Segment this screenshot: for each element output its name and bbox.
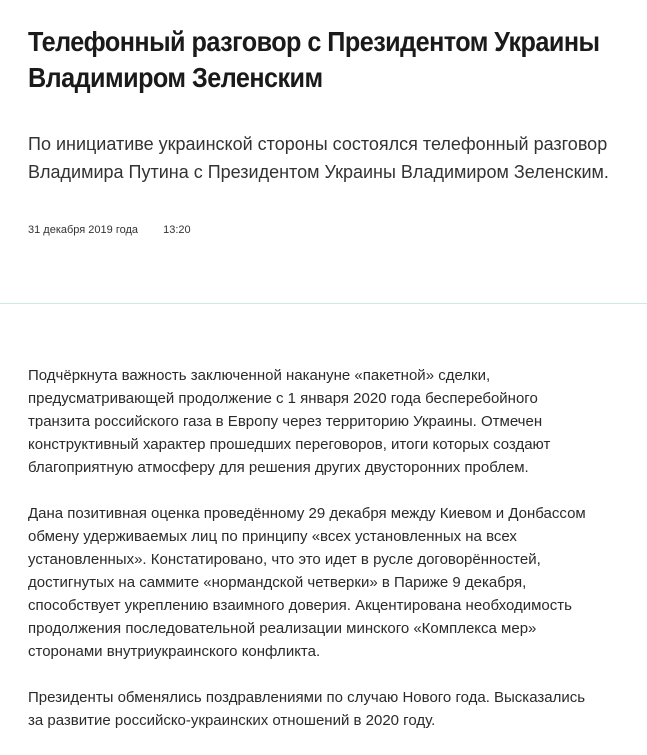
- publication-time: 13:20: [163, 224, 191, 236]
- article-lead: По инициативе украинской стороны состоялся телефонный разговор Владимира Путина с Президентом Украины Владимиром Зеленским.: [28, 134, 609, 182]
- page-title: Телефонный разговор с Президентом Украины Владимиром Зеленским: [28, 26, 600, 93]
- article-paragraph: Подчёркнута важность заключенной накануне «пакетной» сделки, предусматривающей продолжение с 1 января 2020 года бесперебойного транзита российского газа в Европу через территорию Украины. Отмечен конструктивный характер прошедших переговоров, итоги которых создают благоприятную атмосферу для решения других двусторонних проблем.: [28, 367, 551, 476]
- section-divider: [0, 303, 647, 304]
- article-meta: [28, 222, 191, 238]
- article-paragraph: Президенты обменялись поздравлениями по случаю Нового года. Высказались за развитие российско-украинских отношений в 2020 году.: [28, 689, 586, 729]
- publication-date: 31 декабря 2019 года: [28, 224, 139, 236]
- article-paragraph: Дана позитивная оценка проведённому 29 декабря между Киевом и Донбассом обмену удерживаемых лиц по принципу «всех установленных на всех установленных». Констатировано, что это идет в русле договорённостей, достигнутых на саммите «нормандской четверки» в Париже 9 декабря, способствует укреплению взаимного доверия. Акцентирована необходимость продолжения последовательной реализации минского «Комплекса мер» сторонами внутриукраинского конфликта.: [28, 505, 586, 660]
- article-body: [28, 364, 598, 755]
